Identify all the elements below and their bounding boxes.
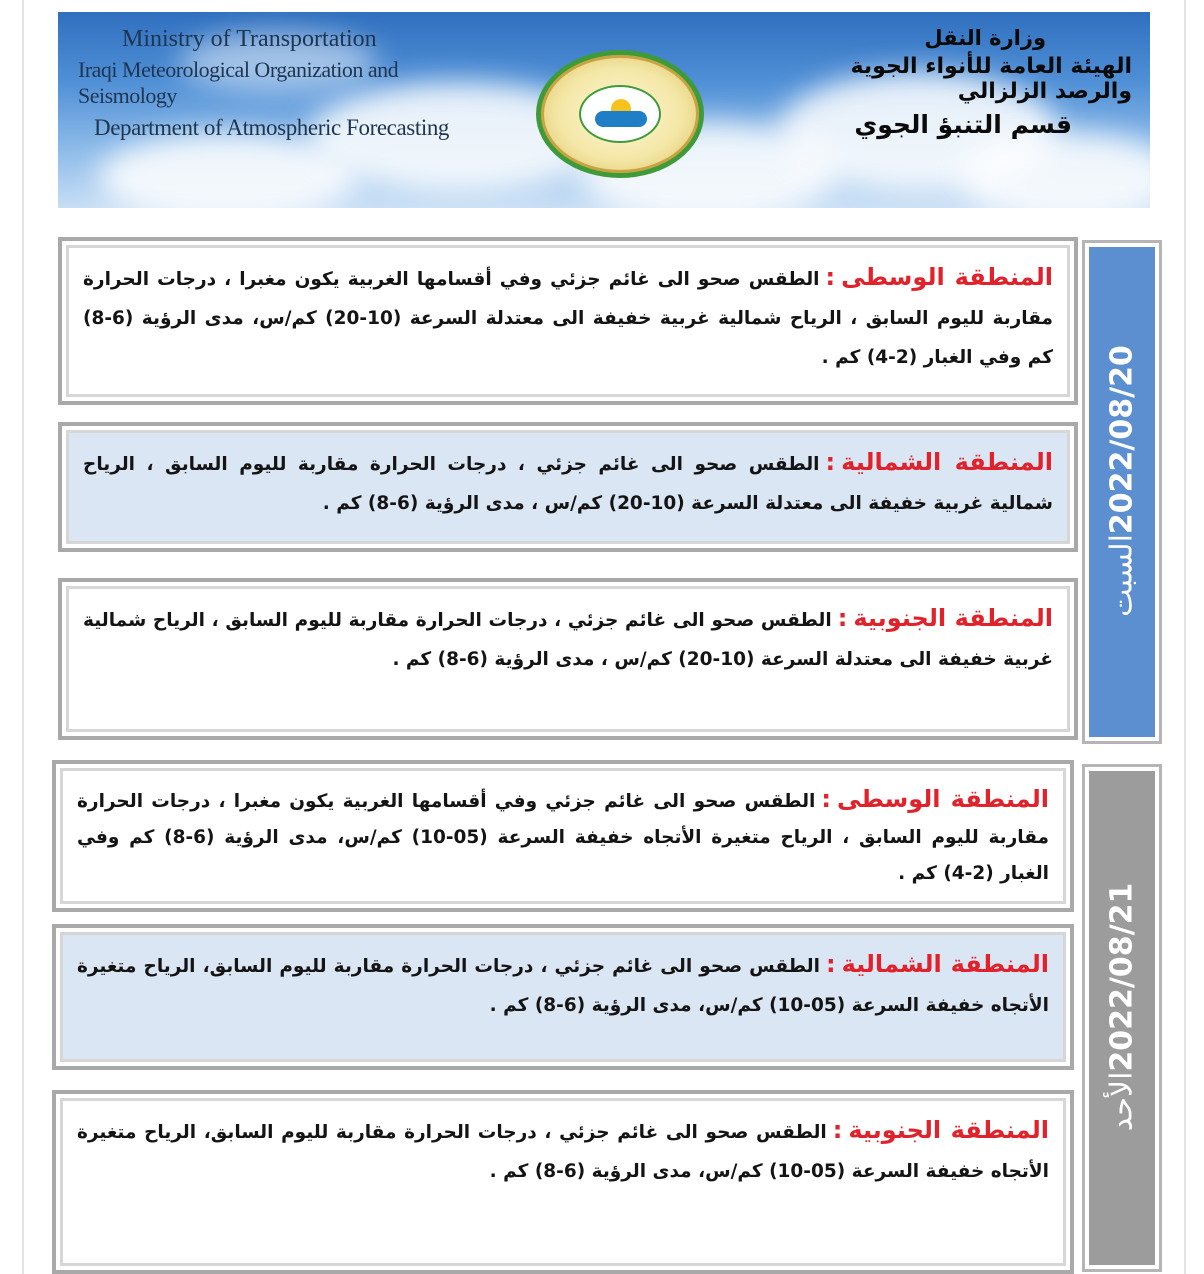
day-date-fill [1089,771,1155,1265]
forecast-text [66,586,1070,732]
page-border-left [22,0,24,1274]
region-separator: : [837,604,848,632]
day-date-label [1105,345,1140,639]
region-separator: : [825,950,836,978]
day-name: السبت [1104,534,1140,617]
forecast-text [66,245,1070,397]
forecast-box [58,422,1078,552]
forecast-details: الطقس صحو الى غائم جزئي ، درجات الحرارة مقاربة لليوم السابق ، الرياح شمالية غربية خفيفة الى معتدلة السرعة (10-20) كم/س ، مدى الرؤية (6-8) كم . [83,454,1053,514]
day-date-fill [1089,247,1155,737]
forecast-text [60,768,1066,904]
day-date: 2022/08/21 [1104,882,1140,1072]
region-name: المنطقة الوسطى [836,785,1049,813]
region-separator: : [832,1116,843,1144]
region-name: المنطقة الجنوبية [853,604,1053,632]
department-name-en: Department of Atmospheric Forecasting [94,115,450,140]
forecast-details: الطقس صحو الى غائم جزئي وفي أقسامها الغربية يكون مغبرا ، درجات الحرارة مقاربة لليوم السابق ، الرياح شمالية غربية خفيفة الى معتدلة السرعة (10-20) كم/س، مدى الرؤية (6-8) كم وفي الغبار (2-4) كم . [83,269,1053,368]
header-banner [58,12,1150,208]
forecast-text [60,1098,1066,1266]
department-name-ar: قسم التنبؤ الجوي [854,110,1072,139]
page-border-right [1184,0,1186,1274]
region-name: المنطقة الشمالية [841,448,1053,476]
arabic-header [802,26,1132,139]
forecast-details: الطقس صحو الى غائم جزئي ، درجات الحرارة مقاربة لليوم السابق، الرياح متغيرة الأتجاه خفيفة السرعة (05-10) كم/س، مدى الرؤية (6-8) كم . [77,1122,1049,1182]
forecast-text [60,932,1066,1062]
region-separator: : [825,448,836,476]
region-separator: : [821,785,831,813]
region-name: المنطقة الجنوبية [848,1116,1050,1144]
day-date-label [1105,883,1140,1154]
day-date: 2022/08/20 [1104,345,1140,535]
day-date-column [1082,764,1162,1272]
ministry-name-en: Ministry of Transportation [122,26,377,52]
forecast-box [58,578,1078,740]
forecast-box [52,760,1074,912]
forecast-details: الطقس صحو الى غائم جزئي ، درجات الحرارة مقاربة لليوم السابق، الرياح متغيرة الأتجاه خفيفة السرعة (05-10) كم/س، مدى الرؤية (6-8) كم . [77,956,1049,1016]
forecast-text [66,430,1070,544]
organization-name-ar: الهيئة العامة للأنواء الجوية والرصد الزلزالي [850,54,1132,104]
logo-emblem-icon [579,85,661,143]
forecast-details: الطقس صحو الى غائم جزئي وفي أقسامها الغربية يكون مغبرا ، درجات الحرارة مقاربة لليوم السابق ، الرياح متغيرة الأتجاه خفيفة السرعة (05-10) كم/س، مدى الرؤية (6-8) كم وفي الغبار (2-4) كم . [77,791,1049,884]
english-header [78,26,498,141]
day-name: الأحد [1104,1071,1140,1132]
organization-name-en: Iraqi Meteorological Organization and Seismology [78,57,399,108]
region-separator: : [825,263,836,291]
forecast-details: الطقس صحو الى غائم جزئي ، درجات الحرارة مقاربة لليوم السابق ، الرياح شمالية غربية خفيفة الى معتدلة السرعة (10-20) كم/س ، مدى الرؤية (6-8) كم . [83,610,1053,670]
region-name: المنطقة الشمالية [841,950,1050,978]
forecast-box [52,924,1074,1070]
forecast-box [52,1090,1074,1274]
forecast-box [58,237,1078,405]
region-name: المنطقة الوسطى [841,263,1053,291]
day-date-column [1082,240,1162,744]
organization-logo [536,50,704,178]
ministry-name-ar: وزارة النقل [924,26,1046,50]
